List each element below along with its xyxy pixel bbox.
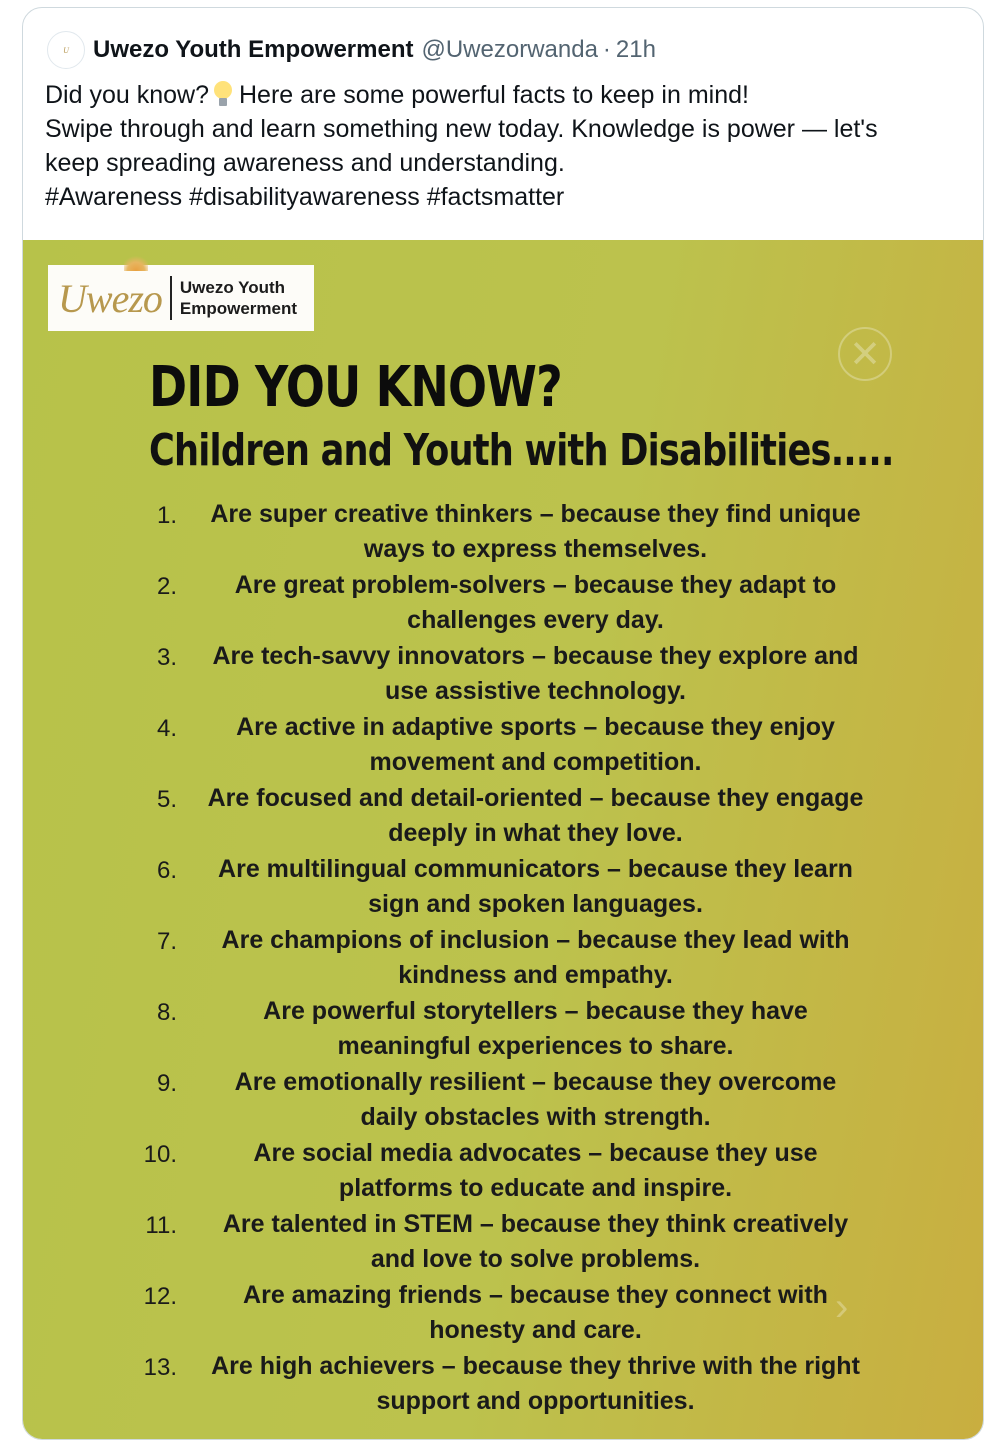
fact-number: 6. xyxy=(156,857,177,884)
tweet-card[interactable] xyxy=(22,7,984,1440)
fact-number: 9. xyxy=(156,1070,177,1097)
list-item xyxy=(23,1066,984,1137)
close-icon[interactable]: ✕ xyxy=(838,327,892,381)
post-text-intro: Did you know? xyxy=(45,81,209,109)
fact-line-2: platforms to educate and inspire. xyxy=(338,1174,733,1202)
post-text xyxy=(45,78,965,214)
sunburst-icon xyxy=(124,253,148,271)
logo-name-line-1: Uwezo Youth xyxy=(179,278,286,297)
fact-number: 10. xyxy=(143,1141,177,1168)
fact-number: 11. xyxy=(145,1212,177,1239)
brand-logo xyxy=(48,265,314,331)
fact-number: 13. xyxy=(143,1354,177,1381)
fact-line-2: ways to express themselves. xyxy=(363,535,708,563)
post-text-intro-rest: Here are some powerful facts to keep in mind! xyxy=(238,81,749,109)
fact-line-2: daily obstacles with strength. xyxy=(360,1103,711,1131)
list-item xyxy=(23,924,984,995)
fact-line-1: Are talented in STEM – because they think creatively xyxy=(222,1210,849,1238)
fact-line-2: meaningful experiences to share. xyxy=(337,1032,734,1060)
fact-number: 4. xyxy=(156,715,177,742)
fact-line-2: support and opportunities. xyxy=(376,1387,695,1415)
list-item xyxy=(23,1208,984,1279)
fact-number: 7. xyxy=(156,928,177,955)
fact-number: 1. xyxy=(156,502,177,529)
list-item xyxy=(23,498,984,569)
fact-line-1: Are powerful storytellers – because they have xyxy=(263,997,808,1025)
fact-number: 3. xyxy=(156,644,177,671)
fact-line-1: Are emotionally resilient – because they overcome xyxy=(234,1068,837,1096)
list-item xyxy=(23,711,984,782)
fact-number: 5. xyxy=(156,786,177,813)
logo-divider xyxy=(170,276,172,320)
fact-line-2: deeply in what they love. xyxy=(388,819,683,847)
post-header xyxy=(47,32,656,68)
fact-line-1: Are great problem-solvers – because they adapt to xyxy=(234,571,837,599)
post-text-line-3: keep spreading awareness and understanding. xyxy=(45,149,565,177)
image-subtitle: Children and Youth with Disabilities..... xyxy=(149,425,894,476)
light-bulb-icon xyxy=(213,81,233,107)
list-item xyxy=(23,569,984,640)
post-hashtags[interactable]: #Awareness #disabilityawareness #factsmatter xyxy=(45,183,565,211)
list-item xyxy=(23,853,984,924)
list-item xyxy=(23,1350,984,1421)
fact-line-1: Are active in adaptive sports – because they enjoy xyxy=(236,713,835,741)
logo-name-line-2: Empowerment xyxy=(179,299,298,318)
separator: · xyxy=(602,36,611,63)
list-item xyxy=(23,782,984,853)
avatar-logo-icon: U xyxy=(63,45,69,55)
post-timestamp[interactable]: 21h xyxy=(615,36,656,63)
fact-line-1: Are focused and detail-oriented – because they engage xyxy=(207,784,864,812)
fact-number: 12. xyxy=(143,1283,177,1310)
fact-line-2: honesty and care. xyxy=(429,1316,642,1344)
post-text-line-1 xyxy=(45,78,965,112)
logo-name xyxy=(180,277,297,319)
fact-line-2: use assistive technology. xyxy=(384,677,687,705)
fact-line-1: Are social media advocates – because they use xyxy=(253,1139,818,1167)
post-image[interactable] xyxy=(23,240,984,1440)
list-item xyxy=(23,640,984,711)
fact-line-2: sign and spoken languages. xyxy=(368,890,703,918)
fact-line-2: and love to solve problems. xyxy=(370,1245,701,1273)
fact-line-1: Are amazing friends – because they connect with xyxy=(243,1281,828,1309)
fact-line-2: challenges every day. xyxy=(407,606,664,634)
fact-line-1: Are tech-savvy innovators – because they explore and xyxy=(212,642,859,670)
fact-number: 2. xyxy=(156,573,177,600)
fact-line-2: kindness and empathy. xyxy=(398,961,673,989)
logo-script: Uwezo xyxy=(58,275,162,321)
fact-line-1: Are high achievers – because they thrive with the right xyxy=(211,1352,860,1380)
fact-line-2: movement and competition. xyxy=(369,748,702,776)
user-handle[interactable]: @Uwezorwanda xyxy=(421,36,598,63)
chevron-right-icon[interactable]: › xyxy=(835,1285,849,1329)
fact-line-1: Are super creative thinkers – because they find unique xyxy=(210,500,861,528)
post-text-line-2: Swipe through and learn something new today. Knowledge is power — let's xyxy=(45,115,878,143)
facts-list xyxy=(23,498,984,1421)
fact-line-1: Are multilingual communicators – because they learn xyxy=(218,855,853,883)
fact-number: 8. xyxy=(156,999,177,1026)
list-item xyxy=(23,1137,984,1208)
image-title: DID YOU KNOW? xyxy=(149,355,562,420)
avatar[interactable] xyxy=(47,31,85,69)
fact-line-1: Are champions of inclusion – because they lead with xyxy=(221,926,850,954)
list-item xyxy=(23,995,984,1066)
display-name[interactable]: Uwezo Youth Empowerment xyxy=(93,36,414,63)
